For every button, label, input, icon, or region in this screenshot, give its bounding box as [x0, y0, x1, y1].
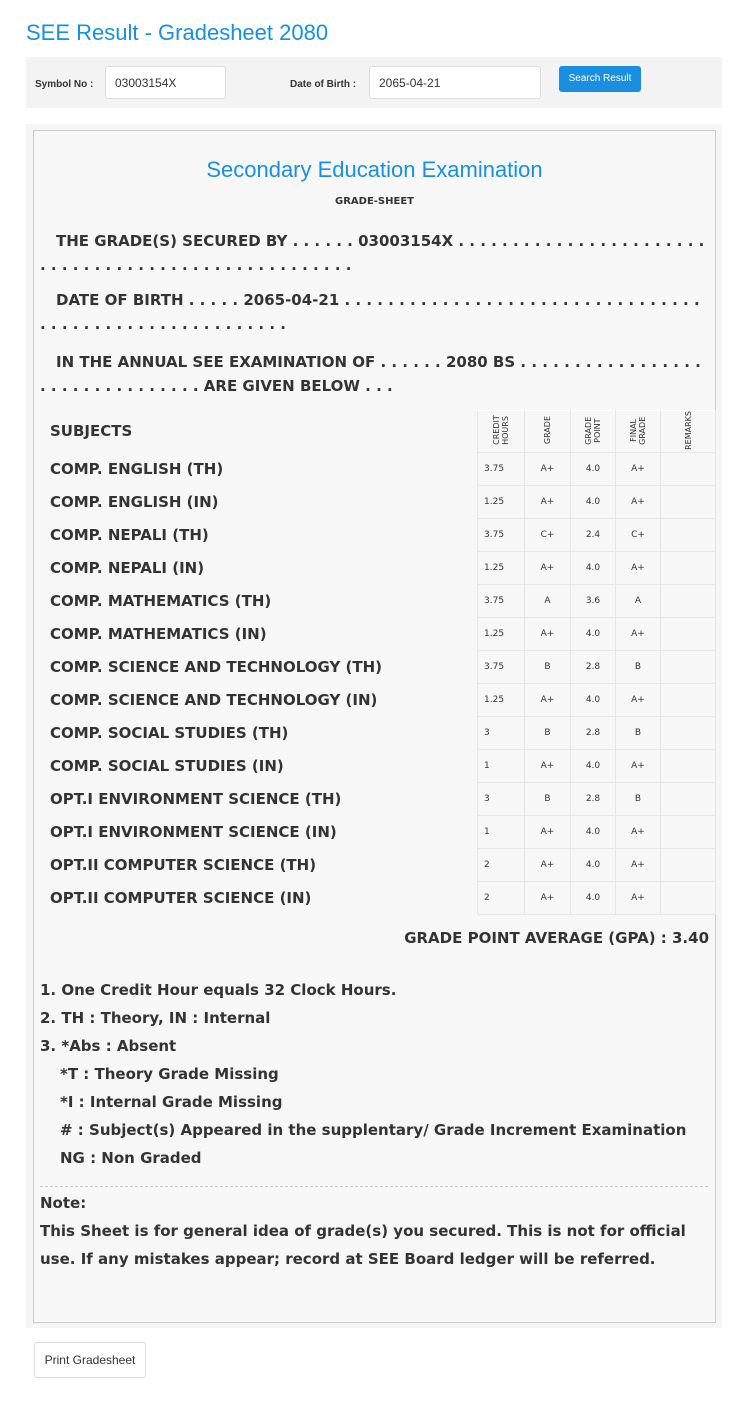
cell-final-grade: C+	[616, 518, 661, 551]
cell-grade-point: 4.0	[571, 815, 616, 848]
cell-subject: OPT.II COMPUTER SCIENCE (TH)	[50, 855, 317, 874]
table-row	[40, 584, 716, 617]
note-title: Note:	[40, 1194, 87, 1212]
cell-credit-hours: 1.25	[478, 683, 525, 716]
cell-remarks	[661, 815, 716, 848]
table-row	[40, 716, 716, 749]
cell-remarks	[661, 749, 716, 782]
cell-grade-point: 4.0	[571, 881, 616, 914]
cell-subject: COMP. MATHEMATICS (TH)	[50, 591, 272, 610]
cell-credit-hours: 2	[478, 848, 525, 881]
cell-final-grade: A+	[616, 551, 661, 584]
note-text: This Sheet is for general idea of grade(s) you secured. This is not for official use. If any mistakes appear; record at SEE Board ledger will be referred.	[40, 1222, 686, 1268]
cell-grade-point: 2.8	[571, 650, 616, 683]
cell-credit-hours: 3	[478, 782, 525, 815]
table-row	[40, 452, 716, 485]
col-grade-point: GRADE POINT	[584, 416, 602, 445]
cell-grade-point: 2.8	[571, 782, 616, 815]
page-title: SEE Result - Gradesheet 2080	[26, 20, 329, 45]
note-item: 1. One Credit Hour equals 32 Clock Hours.	[40, 981, 397, 999]
table-row	[40, 518, 716, 551]
note-item: # : Subject(s) Appeared in the supplentary/ Grade Increment Examination	[60, 1121, 687, 1139]
cell-subject: OPT.I ENVIRONMENT SCIENCE (TH)	[50, 789, 342, 808]
cell-grade-point: 2.4	[571, 518, 616, 551]
cell-final-grade: A+	[616, 683, 661, 716]
cell-grade-point: 4.0	[571, 485, 616, 518]
gpa: GRADE POINT AVERAGE (GPA) : 3.40	[404, 929, 709, 947]
cell-final-grade: B	[616, 716, 661, 749]
symbol-input[interactable]: 03003154X	[105, 66, 226, 99]
cell-subject: COMP. SCIENCE AND TECHNOLOGY (IN)	[50, 690, 378, 709]
cell-credit-hours: 1	[478, 815, 525, 848]
cell-credit-hours: 1	[478, 749, 525, 782]
table-row	[40, 749, 716, 782]
table-row	[40, 683, 716, 716]
cell-final-grade: A+	[616, 485, 661, 518]
disclaimer	[40, 1189, 716, 1273]
cell-grade-point: 2.8	[571, 716, 616, 749]
cell-grade: A+	[525, 815, 571, 848]
search-result-button[interactable]: Search Result	[559, 66, 641, 92]
exam-line: IN THE ANNUAL SEE EXAMINATION OF . . . . . . 2080 BS . . . . . . . . . . . . . . . . . . . . . . . . . . . . . . . . ARE GIVEN BELOW . . .	[40, 353, 701, 395]
grades-table	[40, 410, 716, 915]
cell-grade: A	[525, 584, 571, 617]
table-row	[40, 848, 716, 881]
cell-final-grade: A+	[616, 815, 661, 848]
cell-subject: COMP. MATHEMATICS (IN)	[50, 624, 267, 643]
cell-grade-point: 4.0	[571, 617, 616, 650]
cell-final-grade: A+	[616, 452, 661, 485]
cell-credit-hours: 1.25	[478, 551, 525, 584]
cell-remarks	[661, 518, 716, 551]
cell-grade: A+	[525, 881, 571, 914]
col-remarks: REMARKS	[683, 411, 693, 450]
cell-subject: OPT.I ENVIRONMENT SCIENCE (IN)	[50, 822, 337, 841]
sheet-title: Secondary Education Examination	[206, 157, 543, 182]
cell-credit-hours: 3.75	[478, 452, 525, 485]
table-row	[40, 881, 716, 914]
cell-credit-hours: 3.75	[478, 584, 525, 617]
col-subjects: SUBJECTS	[50, 422, 133, 441]
cell-remarks	[661, 650, 716, 683]
note-item: *I : Internal Grade Missing	[60, 1093, 283, 1111]
symbol-label: Symbol No :	[35, 79, 94, 90]
cell-final-grade: B	[616, 650, 661, 683]
cell-grade: B	[525, 650, 571, 683]
cell-grade: A+	[525, 848, 571, 881]
cell-final-grade: A+	[616, 617, 661, 650]
cell-grade: A+	[525, 485, 571, 518]
cell-credit-hours: 3.75	[478, 518, 525, 551]
table-row	[40, 650, 716, 683]
cell-remarks	[661, 881, 716, 914]
cell-credit-hours: 1.25	[478, 485, 525, 518]
cell-grade-point: 4.0	[571, 452, 616, 485]
cell-subject: COMP. NEPALI (IN)	[50, 558, 205, 577]
cell-remarks	[661, 485, 716, 518]
col-final-grade: FINAL GRADE	[629, 416, 647, 445]
col-grade: GRADE	[543, 416, 552, 445]
cell-remarks	[661, 848, 716, 881]
cell-grade: A+	[525, 683, 571, 716]
cell-grade-point: 4.0	[571, 551, 616, 584]
table-row	[40, 485, 716, 518]
cell-credit-hours: 1.25	[478, 617, 525, 650]
cell-grade-point: 3.6	[571, 584, 616, 617]
cell-grade: A+	[525, 749, 571, 782]
cell-subject: COMP. SOCIAL STUDIES (IN)	[50, 756, 284, 775]
cell-final-grade: A+	[616, 881, 661, 914]
cell-grade-point: 4.0	[571, 848, 616, 881]
table-row	[40, 617, 716, 650]
cell-final-grade: A+	[616, 848, 661, 881]
cell-remarks	[661, 716, 716, 749]
cell-remarks	[661, 452, 716, 485]
cell-grade-point: 4.0	[571, 683, 616, 716]
cell-credit-hours: 3	[478, 716, 525, 749]
cell-remarks	[661, 617, 716, 650]
dob-input[interactable]: 2065-04-21	[369, 66, 541, 99]
divider	[40, 1186, 708, 1187]
table-row	[40, 815, 716, 848]
col-credit-hours: CREDIT HOURS	[492, 415, 510, 446]
dob-label: Date of Birth :	[290, 79, 357, 90]
cell-grade: A+	[525, 452, 571, 485]
secured-by-line: THE GRADE(S) SECURED BY . . . . . . 03003154X . . . . . . . . . . . . . . . . . . . . . . . . . . . . . . . . . . . . . . . . . . . . . . . . . . . .	[40, 232, 705, 274]
cell-remarks	[661, 683, 716, 716]
cell-subject: COMP. ENGLISH (TH)	[50, 459, 224, 478]
cell-subject: COMP. NEPALI (TH)	[50, 525, 209, 544]
note-item: NG : Non Graded	[60, 1149, 202, 1167]
cell-subject: COMP. ENGLISH (IN)	[50, 492, 219, 511]
dob-line: DATE OF BIRTH . . . . . 2065-04-21 . . . . . . . . . . . . . . . . . . . . . . . . . . . . . . . . . . . . . . . . . . . . . . . . . . . . . . . .	[40, 291, 700, 333]
cell-final-grade: B	[616, 782, 661, 815]
cell-grade: B	[525, 716, 571, 749]
print-gradesheet-button[interactable]: Print Gradesheet	[34, 1342, 146, 1378]
cell-credit-hours: 2	[478, 881, 525, 914]
cell-subject: OPT.II COMPUTER SCIENCE (IN)	[50, 888, 312, 907]
table-row	[40, 782, 716, 815]
cell-remarks	[661, 551, 716, 584]
sheet-subtitle: GRADE-SHEET	[335, 196, 414, 207]
cell-subject: COMP. SCIENCE AND TECHNOLOGY (TH)	[50, 657, 383, 676]
cell-subject: COMP. SOCIAL STUDIES (TH)	[50, 723, 289, 742]
cell-final-grade: A	[616, 584, 661, 617]
cell-remarks	[661, 584, 716, 617]
cell-grade: B	[525, 782, 571, 815]
cell-grade: A+	[525, 551, 571, 584]
note-item: 3. *Abs : Absent	[40, 1037, 177, 1055]
note-item: 2. TH : Theory, IN : Internal	[40, 1009, 271, 1027]
cell-remarks	[661, 782, 716, 815]
cell-grade: C+	[525, 518, 571, 551]
cell-grade-point: 4.0	[571, 749, 616, 782]
cell-credit-hours: 3.75	[478, 650, 525, 683]
cell-grade: A+	[525, 617, 571, 650]
table-row	[40, 551, 716, 584]
notes-list	[40, 976, 686, 1172]
note-item: *T : Theory Grade Missing	[60, 1065, 279, 1083]
cell-final-grade: A+	[616, 749, 661, 782]
